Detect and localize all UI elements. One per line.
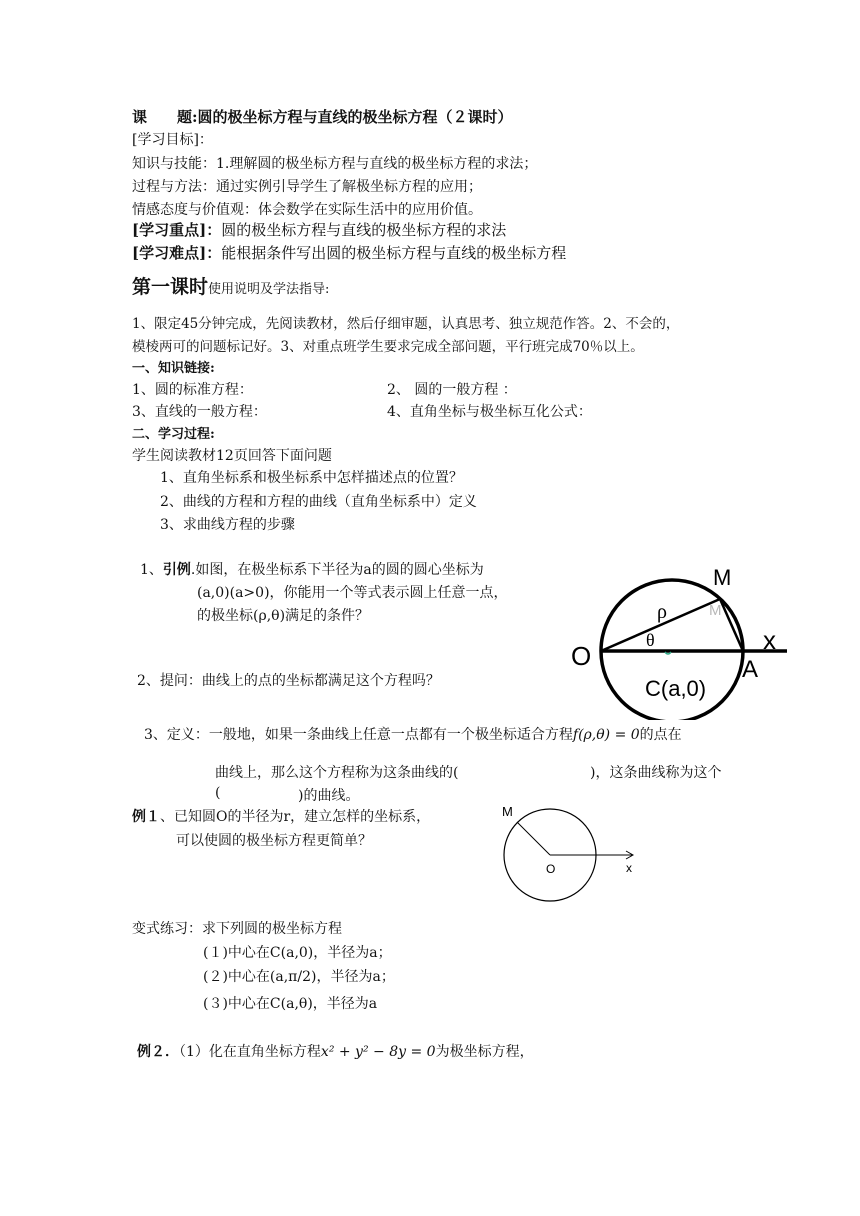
intro-example-number: 1、 (140, 562, 163, 578)
lesson-subheading: 使用说明及学法指导: (208, 282, 330, 297)
label-O: O (571, 641, 592, 671)
question-1: 1、直角坐标系和极坐标系中怎样描述点的位置？ (160, 470, 463, 486)
variant-item-2: (２)中心在(a,π/2)，半径为a； (203, 969, 395, 985)
variant-item-3: (３)中心在C(a,θ)，半径为a (203, 996, 378, 1012)
definition-line-1 (144, 724, 682, 744)
instructions-line-1: 1、限定45分钟完成，先阅读教材，然后仔细审题，认真思考、独立规范作答。2、不会的， (132, 316, 680, 332)
definition-equation: f(ρ,θ) = 0 (572, 727, 640, 743)
intro-example-line-3: 的极坐标(ρ,θ)满足的条件？ (197, 608, 370, 624)
lesson-heading: 第一课时 (132, 276, 209, 298)
link-item-1: 1、圆的标准方程： (132, 382, 253, 398)
key-point-text: 圆的极坐标方程与直线的极坐标方程的求法 (221, 221, 507, 239)
example-1-label: 例１ (132, 809, 160, 825)
definition-line-2a: 曲线上，那么这个方程称为这条曲线的( (215, 765, 459, 781)
lesson-heading-row (132, 272, 329, 299)
label-center-C: C(a,0) (645, 676, 707, 701)
definition-text: 3、定义：一般地，如果一条曲线上任意一点都有一个极坐标适合方程 (144, 727, 573, 743)
circle-radius-figure (495, 800, 645, 905)
example-2-equation: x² + y² − 8y = 0 (320, 1044, 436, 1060)
definition-line-3a: ( (215, 785, 221, 801)
example-2-label: 例２． (137, 1044, 179, 1060)
example-2-tail: 为极坐标方程， (435, 1044, 534, 1060)
intro-example-line-1 (140, 559, 484, 579)
section-learning-process: 二、学习过程: (132, 427, 215, 442)
reading-intro: 学生阅读教材12页回答下面问题 (132, 448, 332, 464)
question-2: 2、曲线的方程和方程的曲线（直角坐标系中）定义 (160, 494, 477, 510)
label-M: M (713, 565, 732, 590)
definition-line-3b: )的曲线。 (298, 788, 360, 804)
label-M-faint: M (709, 602, 722, 619)
objectives-label: [学习目标]： (132, 132, 213, 148)
example-2-line (137, 1041, 534, 1061)
key-point-row (132, 219, 506, 240)
label-M: M (502, 804, 513, 819)
instructions-line-2: 模棱两可的问题标记好。3、对重点班学生要求完成全部问题，平行班完成70％以上。 (132, 339, 644, 355)
radius-line (517, 822, 550, 855)
question-3: 3、求曲线方程的步骤 (160, 517, 295, 533)
intro-example-text: .如图，在极坐标系下半径为a的圆的圆心坐标为 (190, 562, 484, 578)
link-item-2: 2、 圆的一般方程 ： (387, 382, 517, 398)
section-knowledge-link: 一、知识链接: (132, 361, 215, 376)
question-ask: 2、提问：曲线上的点的坐标都满足这个方程吗？ (137, 673, 440, 689)
example-1-line-1 (132, 806, 430, 826)
definition-line-2b: )，这条曲线称为这个 (590, 765, 722, 781)
objective-knowledge: 知识与技能：1.理解圆的极坐标方程与直线的极坐标方程的求法； (132, 156, 538, 172)
variant-title: 变式练习：求下列圆的极坐标方程 (132, 921, 342, 937)
label-rho: ρ (657, 601, 667, 623)
polar-circle-figure (565, 555, 810, 720)
label-O: O (546, 862, 556, 876)
label-A: A (742, 656, 759, 683)
label-x: x (626, 861, 632, 875)
example-1-text: 、已知圆O的半径为r，建立怎样的坐标系， (160, 809, 431, 825)
key-point-label: [学习重点]： (132, 221, 222, 239)
definition-tail: 的点在 (639, 727, 682, 743)
objective-process: 过程与方法：通过实例引导学生了解极坐标方程的应用； (132, 179, 482, 195)
objective-attitude: 情感态度与价值观：体会数学在实际生活中的应用价值。 (132, 202, 482, 218)
intro-example-line-2: (a,0)(a>0)，你能用一个等式表示圆上任意一点， (197, 585, 508, 601)
example-2-text: （1）化在直角坐标方程 (179, 1044, 321, 1060)
difficulty-row (132, 242, 566, 263)
example-1-line-2: 可以使圆的极坐标方程更简单？ (176, 833, 372, 849)
difficulty-label: [学习难点]： (132, 244, 222, 262)
label-theta: θ (646, 630, 655, 650)
intro-example-label: 引例 (162, 562, 191, 578)
label-x-axis: x (763, 625, 776, 655)
link-item-4: 4、直角坐标与极坐标互化公式： (387, 404, 592, 420)
link-item-3: 3、直线的一般方程： (132, 404, 267, 420)
difficulty-text: 能根据条件写出圆的极坐标方程与直线的极坐标方程 (221, 244, 567, 262)
page-title: 课 题:圆的极坐标方程与直线的极坐标方程（２课时） (132, 108, 513, 126)
variant-item-1: (１)中心在C(a,0)，半径为a； (203, 945, 392, 961)
